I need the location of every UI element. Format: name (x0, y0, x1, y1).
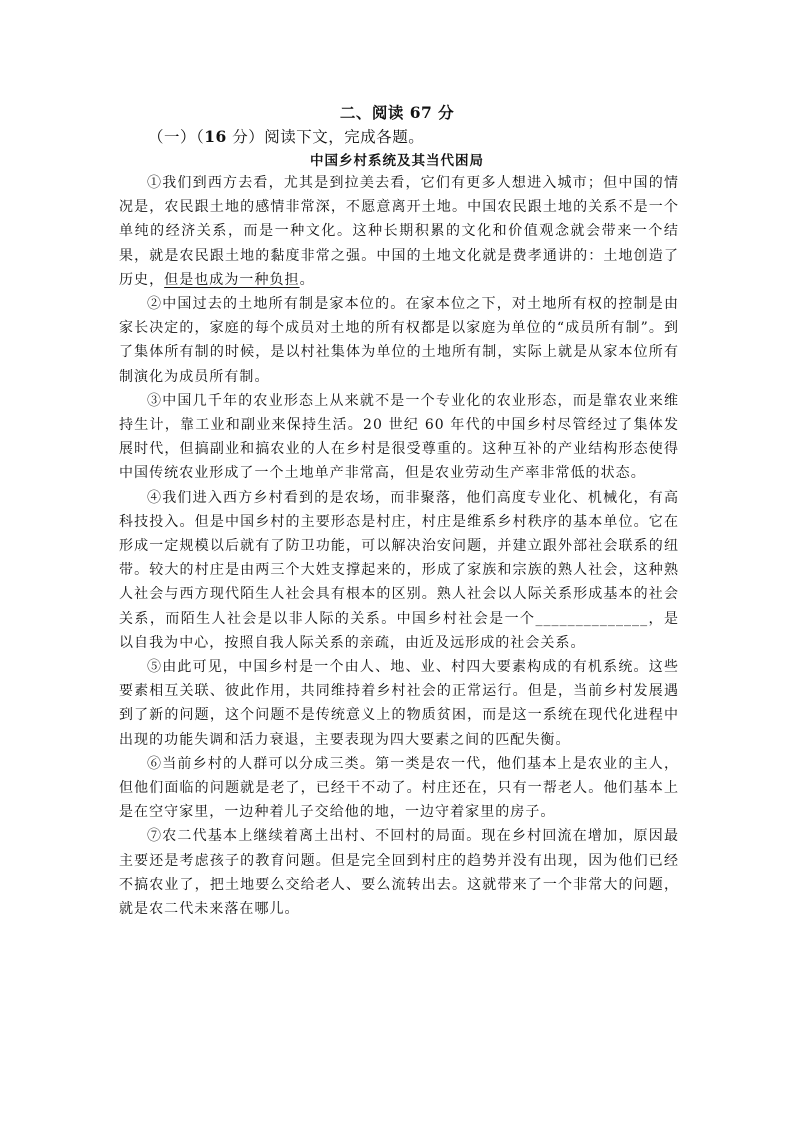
paragraph-1-end: 。 (299, 271, 315, 288)
paragraph-4: ④我们进入西方乡村看到的是农场，而非聚落，他们高度专业化、机械化，有高科技投入。但是中国乡村的主要形态是村庄，村庄是维系乡村秩序的基本单位。它在形成一定规模以后就有了防卫功能，可以解决治安问题，并建立跟外部社会联系的纽带。较大的村庄是由两三个大姓支撑起来的，形成了家族和宗族的熟人社会，这种熟人社会与西方现代陌生人社会具有根本的区别。熟人社会以人际关系形成基本的社会关系，而陌生人社会是以非人际的关系。中国乡村社会是一个______________，是以自我为中心，按照自我人际关系的亲疏，由近及远形成的社会关系。 (119, 489, 679, 651)
part-heading-suffix: 分）阅读下文，完成各题。 (226, 128, 425, 146)
part-heading (148, 125, 424, 147)
paragraph-7: ⑦农二代基本上继续着离土出村、不回村的局面。现在乡村回流在增加，原因最主要还是考虑孩子的教育问题。但是完全回到村庄的趋势并没有出现，因为他们已经不搞农业了，把土地要么交给老人、要么流转出去。这就带来了一个非常大的问题，就是农二代未来落在哪儿。 (119, 828, 679, 918)
paragraph-1-text: ①我们到西方去看，尤其是到拉美去看，它们有更多人想进入城市；但中国的情况是，农民跟土地的感情非常深，不愿意离开土地。中国农民跟土地的关系不是一个单纯的经济关系，而是一种文化。这种长期积累的文化和价值观念就会带来一个结果，就是农民跟土地的黏度非常之强。中国的土地文化就是费孝通讲的：土地创造了历史， (119, 175, 679, 288)
underlined-phrase: 但是也成为一种负担 (164, 271, 300, 288)
paragraph-5: ⑤由此可见，中国乡村是一个由人、地、业、村四大要素构成的有机系统。这些要素相互关联、彼此作用，共同维持着乡村社会的正常运行。但是，当前乡村发展遇到了新的问题，这个问题不是传统意义上的物质贫困，而是这一系统在现代化进程中出现的功能失调和活力衰退，主要表现为四大要素之间的匹配失衡。 (119, 659, 679, 748)
paragraph-3: ③中国几千年的农业形态上从来就不是一个专业化的农业形态，而是靠农业来维持生计，靠工业和副业来保持生活。20 世纪 60 年代的中国乡村尽管经过了集体发展时代，但搞副业和搞农业的人在乡村是很受尊重的。这种互补的产业结构形态使得中国传统农业形成了一个土地单产非常高，但是农业劳动生产率非常低的状态。 (119, 392, 679, 482)
article-title: 中国乡村系统及其当代困局 (310, 153, 484, 169)
article-body (119, 171, 679, 921)
part-points: 16 (204, 127, 227, 146)
section-title: 二、阅读 67 分 (339, 103, 455, 122)
paragraph-6: ⑥当前乡村的人群可以分成三类。第一类是农一代，他们基本上是农业的主人，但他们面临的问题就是老了，已经干不动了。村庄还在，只有一帮老人。他们基本上是在空守家里，一边种着儿子交给他的地，一边守着家里的房子。 (119, 755, 679, 821)
paragraph-2: ②中国过去的土地所有制是家本位的。在家本位之下，对土地所有权的控制是由家长决定的，家庭的每个成员对土地的所有权都是以家庭为单位的“成员所有制”。到了集体所有制的时候，是以村社集体为单位的土地所有制，实际上就是从家本位所有制演化为成员所有制。 (119, 296, 679, 385)
part-heading-prefix: （一）（ (148, 128, 205, 146)
paragraph-1 (119, 171, 679, 292)
